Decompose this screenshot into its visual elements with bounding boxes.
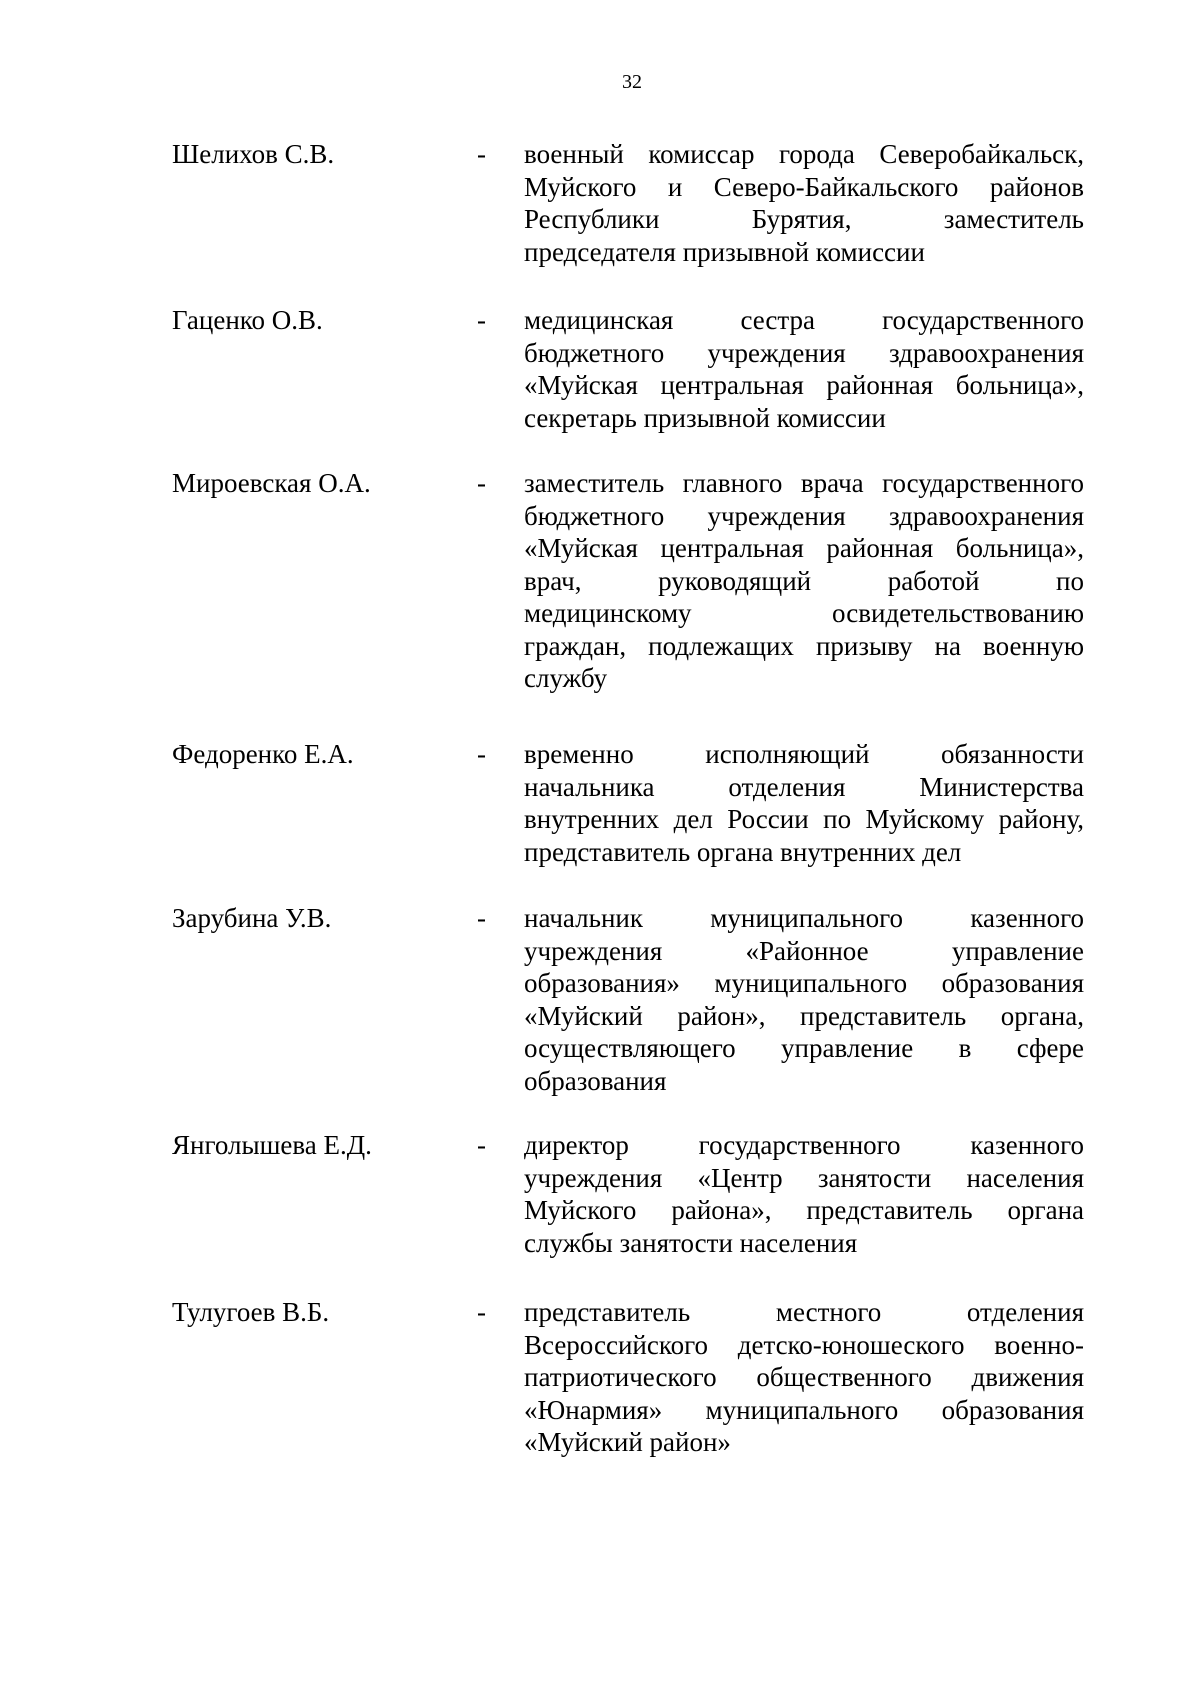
member-role-line: временно исполняющий обязанности — [524, 739, 1084, 769]
member-role-line: председателя призывной комиссии — [524, 236, 925, 267]
member-role-line: образования — [524, 1065, 667, 1096]
member-name: Тулугоев В.Б. — [172, 1297, 330, 1327]
member-role-line: осуществляющего управление в сфере — [524, 1033, 1084, 1063]
member-role — [524, 467, 1084, 695]
member-role-line: «Муйская центральная районная больница», — [524, 370, 1084, 400]
member-role-line: бюджетного учреждения здравоохранения — [524, 337, 1084, 368]
member-role-line: образования» муниципального образования — [524, 968, 1084, 998]
member-role-line: представитель органа внутренних дел — [524, 836, 962, 867]
member-role-line: службу — [524, 663, 608, 693]
member-role — [524, 304, 1084, 434]
page-number: 32 — [622, 71, 642, 93]
member-role-line: «Муйский район», представитель органа, — [524, 1000, 1084, 1031]
member-role-line: Муйского района», представитель органа — [524, 1195, 1084, 1225]
member-dash: - — [477, 305, 486, 335]
member-role — [524, 738, 1084, 868]
member-role-line: представитель местного отделения — [524, 1297, 1084, 1327]
member-dash: - — [477, 1130, 486, 1160]
member-role-line: военный комиссар города Северобайкальск, — [524, 139, 1084, 169]
member-role-line: врач, руководящий работой по — [524, 565, 1084, 596]
member-role-line: Республики Бурятия, заместитель — [524, 204, 1084, 234]
member-name: Гаценко О.В. — [172, 305, 323, 335]
member-dash: - — [477, 739, 486, 769]
member-role — [524, 1296, 1084, 1459]
member-dash: - — [477, 139, 486, 169]
member-name: Зарубина У.В. — [172, 903, 332, 933]
member-role-line: внутренних дел России по Муйскому району, — [524, 804, 1084, 834]
member-dash: - — [477, 1297, 486, 1327]
member-role-line: «Муйская центральная районная больница», — [524, 533, 1084, 563]
member-role-line: «Муйский район» — [524, 1427, 731, 1457]
member-role — [524, 138, 1084, 268]
member-role-line: граждан, подлежащих призыву на военную — [524, 630, 1084, 661]
member-name: Мироевская О.А. — [172, 468, 371, 498]
member-role — [524, 902, 1084, 1097]
member-role-line: службы занятости населения — [524, 1227, 858, 1258]
member-name: Янголышева Е.Д. — [172, 1130, 372, 1160]
member-role-line: директор государственного казенного — [524, 1130, 1084, 1160]
member-role-line: патриотического общественного движения — [524, 1362, 1084, 1392]
member-name: Шелихов С.В. — [172, 139, 335, 169]
member-role-line: заместитель главного врача государственного — [524, 468, 1084, 498]
member-name: Федоренко Е.А. — [172, 739, 354, 769]
member-dash: - — [477, 903, 486, 933]
member-role-line: медицинская сестра государственного — [524, 305, 1084, 335]
member-role-line: медицинскому освидетельствованию — [524, 598, 1084, 628]
member-role-line: секретарь призывной комиссии — [524, 402, 886, 433]
member-role-line: начальник муниципального казенного — [524, 903, 1084, 933]
member-role-line: «Юнармия» муниципального образования — [524, 1394, 1084, 1425]
member-role — [524, 1129, 1084, 1259]
member-role-line: учреждения «Центр занятости населения — [524, 1162, 1084, 1193]
member-role-line: Всероссийского детско-юношеского военно- — [524, 1329, 1084, 1360]
member-role-line: Муйского и Северо-Байкальского районов — [524, 171, 1084, 202]
member-role-line: бюджетного учреждения здравоохранения — [524, 500, 1084, 531]
member-role-line: учреждения «Районное управление — [524, 935, 1084, 966]
member-role-line: начальника отделения Министерства — [524, 771, 1084, 802]
member-dash: - — [477, 468, 486, 498]
